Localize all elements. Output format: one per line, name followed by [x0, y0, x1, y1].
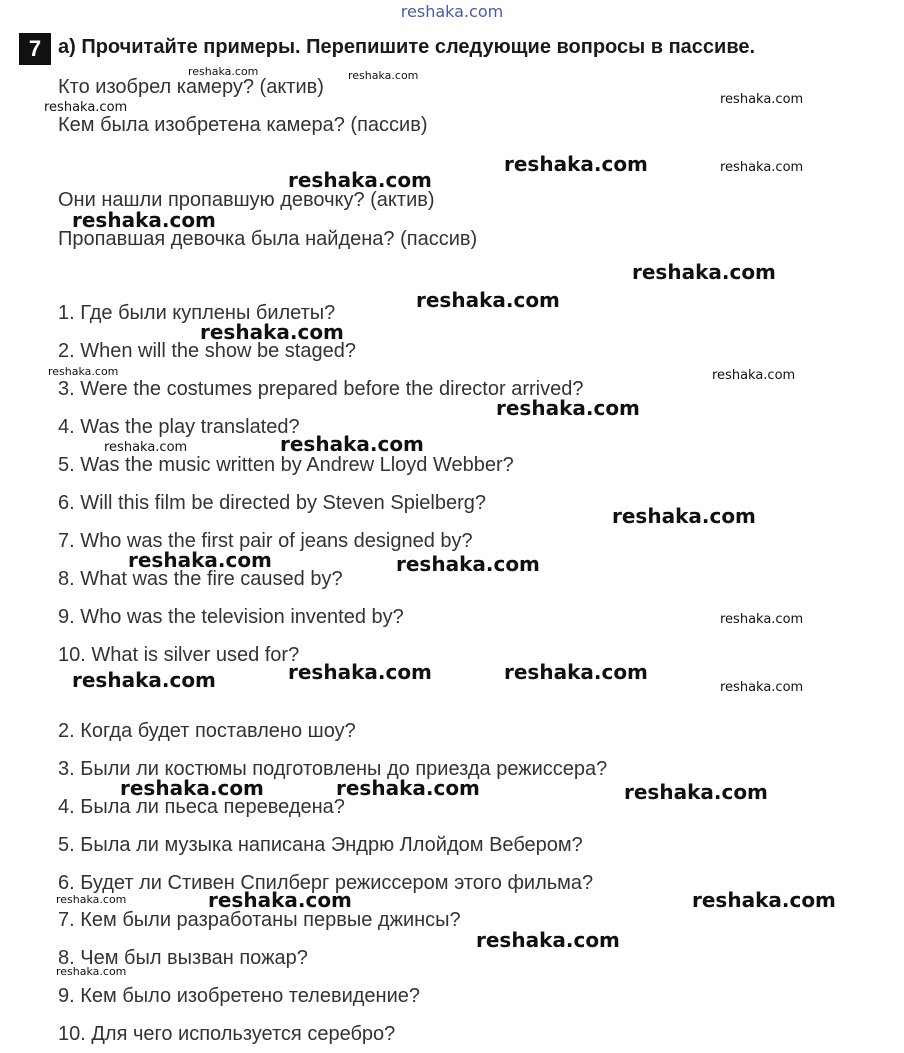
exercise-number-badge: 7	[19, 33, 51, 65]
watermark: reshaka.com	[56, 893, 127, 906]
question-line: 8. What was the fire caused by?	[58, 568, 343, 590]
watermark: reshaka.com	[72, 668, 216, 692]
example-line: Кем была изобретена камера? (пассив)	[58, 114, 428, 136]
watermark: reshaka.com	[48, 365, 119, 378]
watermark: reshaka.com	[632, 260, 776, 284]
question-line: 9. Who was the television invented by?	[58, 606, 404, 628]
watermark: reshaka.com	[104, 440, 188, 455]
watermark: reshaka.com	[416, 288, 560, 312]
watermark: reshaka.com	[720, 160, 804, 175]
watermark: reshaka.com	[288, 168, 432, 192]
watermark: reshaka.com	[720, 612, 804, 627]
example-line: Они нашли пропавшую девочку? (актив)	[58, 189, 435, 211]
watermark: reshaka.com	[476, 928, 620, 952]
watermark: reshaka.com	[120, 776, 264, 800]
watermark: reshaka.com	[280, 432, 424, 456]
watermark: reshaka.com	[720, 680, 804, 695]
answer-line: 2. Когда будет поставлено шоу?	[58, 720, 356, 742]
question-line: 5. Was the music written by Andrew Lloyd Webber?	[58, 454, 514, 476]
question-line: 10. What is silver used for?	[58, 644, 300, 666]
question-line: 3. Were the costumes prepared before the director arrived?	[58, 378, 584, 400]
watermark: reshaka.com	[692, 888, 836, 912]
watermark: reshaka.com	[504, 660, 648, 684]
question-line: 1. Где были куплены билеты?	[58, 302, 336, 324]
site-header-link[interactable]: reshaka.com	[400, 2, 504, 21]
watermark: reshaka.com	[288, 660, 432, 684]
watermark: reshaka.com	[348, 69, 419, 82]
question-line: 6. Will this film be directed by Steven Spielberg?	[58, 492, 486, 514]
answer-line: 6. Будет ли Стивен Спилберг режиссером этого фильма?	[58, 872, 594, 894]
watermark: reshaka.com	[44, 100, 128, 115]
answer-line: 3. Были ли костюмы подготовлены до приезда режиссера?	[58, 758, 608, 780]
question-line: 7. Who was the first pair of jeans designed by?	[58, 530, 473, 552]
question-line: 2. When will the show be staged?	[58, 340, 356, 362]
answer-line: 4. Была ли пьеса переведена?	[58, 796, 345, 818]
question-line: 4. Was the play translated?	[58, 416, 300, 438]
watermark: reshaka.com	[336, 776, 480, 800]
answer-line: 5. Была ли музыка написана Эндрю Ллойдом Вебером?	[58, 834, 583, 856]
answer-line: 7. Кем были разработаны первые джинсы?	[58, 909, 461, 931]
watermark: reshaka.com	[396, 552, 540, 576]
watermark: reshaka.com	[612, 504, 756, 528]
watermark: reshaka.com	[200, 320, 344, 344]
exercise-heading: a) Прочитайте примеры. Перепишите следующие вопросы в пассиве.	[58, 36, 756, 58]
watermark: reshaka.com	[504, 152, 648, 176]
answer-line: 10. Для чего используется серебро?	[58, 1023, 396, 1045]
watermark: reshaka.com	[720, 92, 804, 107]
watermark: reshaka.com	[56, 965, 127, 978]
watermark: reshaka.com	[72, 208, 216, 232]
answer-line: 8. Чем был вызван пожар?	[58, 947, 308, 969]
watermark: reshaka.com	[712, 368, 796, 383]
answer-line: 9. Кем было изобретено телевидение?	[58, 985, 421, 1007]
watermark: reshaka.com	[624, 780, 768, 804]
watermark: reshaka.com	[496, 396, 640, 420]
example-line: Кто изобрел камеру? (актив)	[58, 76, 324, 98]
watermark: reshaka.com	[128, 548, 272, 572]
watermark: reshaka.com	[208, 888, 352, 912]
example-line: Пропавшая девочка была найдена? (пассив)	[58, 228, 478, 250]
watermark: reshaka.com	[188, 65, 259, 78]
